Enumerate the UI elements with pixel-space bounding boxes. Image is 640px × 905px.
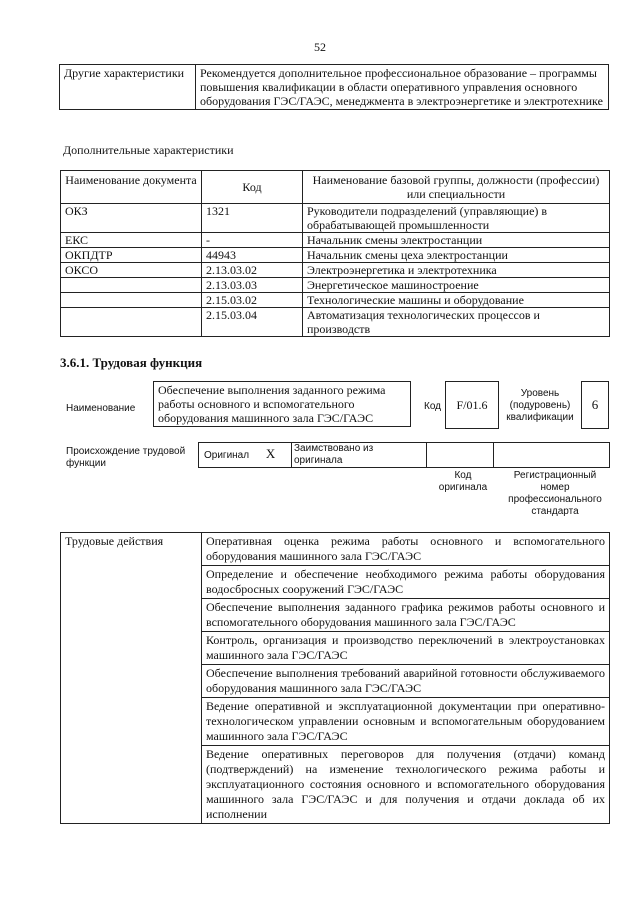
additional-row: [61, 278, 610, 293]
labor-action-item: Обеспечение выполнения требований аварийной готовности обслуживаемого оборудования машинного зала ГЭС/ГАЭС: [202, 665, 610, 698]
additional-cell-name: Энергетическое машиностроение: [303, 278, 610, 293]
additional-characteristics-table: [60, 170, 610, 337]
additional-cell-name: Начальник смены электростанции: [303, 233, 610, 248]
additional-cell-name: Технологические машины и оборудование: [303, 293, 610, 308]
labor-action-item: Ведение оперативной и эксплуатационной документации при оперативно-технологическом управлении основным и вспомогательным оборудованием машинного зала ГЭС/ГАЭС: [202, 698, 610, 746]
additional-cell-code: -: [202, 233, 303, 248]
labor-action-item: Определение и обеспечение необходимого режима работы оборудования водосбросных сооружений ГЭС/ГАЭС: [202, 566, 610, 599]
header-name: Наименование базовой группы, должности (профессии) или специальности: [303, 171, 610, 204]
additional-cell-doc: ОКСО: [61, 263, 202, 278]
origin-code-caption: Код оригинала: [438, 470, 488, 493]
page-number: 52: [314, 40, 326, 54]
origin-original-cell: [199, 443, 292, 468]
origin-label: Происхождение трудовой функции: [66, 446, 186, 469]
additional-cell-doc: ОКПДТР: [61, 248, 202, 263]
additional-cell-name: Электроэнергетика и электротехника: [303, 263, 610, 278]
additional-cell-doc: ОКЗ: [61, 204, 202, 233]
additional-cell-name: Руководители подразделений (управляющие) в обрабатывающей промышленности: [303, 204, 610, 233]
additional-row: [61, 233, 610, 248]
other-characteristics-text: Рекомендуется дополнительное профессиональное образование – программы повышения квалификации в области оперативного управления основного оборудования ГЭС/ГАЭС, менеджмента в электроэнергетике и электротехнике: [196, 65, 609, 110]
other-characteristics-table: [59, 64, 609, 110]
labor-action-row: [61, 533, 610, 566]
qualification-level-label: Уровень (подуровень) квалификации: [506, 388, 574, 423]
labor-action-item: Ведение оперативных переговоров для получения (отдачи) команд (подтверждений) на изменение технологического режима работы и эксплуатационного состояния основного и вспомогательного оборудования машинного зала ГЭС/ГАЭС и для получения и отдачи доклада об их исполнении: [202, 746, 610, 824]
function-code-value: F/01.6: [445, 381, 499, 429]
function-code-label: Код: [424, 401, 442, 412]
additional-row: [61, 204, 610, 233]
additional-characteristics-title: Дополнительные характеристики: [63, 143, 234, 157]
other-characteristics-label: Другие характеристики: [60, 65, 196, 110]
function-name-label: Наименование: [66, 403, 136, 414]
section-title: 3.6.1. Трудовая функция: [60, 355, 203, 370]
labor-actions-label: Трудовые действия: [61, 533, 202, 824]
labor-action-item: Контроль, организация и производство переключений в электроустановках машинного зала ГЭС/ГАЭС: [202, 632, 610, 665]
header-code: Код: [202, 171, 303, 204]
additional-row: [61, 293, 610, 308]
additional-cell-doc: [61, 293, 202, 308]
additional-cell-name: Автоматизация технологических процессов и производств: [303, 308, 610, 337]
additional-cell-code: 2.13.03.03: [202, 278, 303, 293]
additional-cell-doc: ЕКС: [61, 233, 202, 248]
additional-cell-code: 2.15.03.04: [202, 308, 303, 337]
additional-cell-doc: [61, 278, 202, 293]
qualification-level-value: 6: [581, 381, 609, 429]
additional-cell-name: Начальник смены цеха электростанции: [303, 248, 610, 263]
additional-cell-code: 44943: [202, 248, 303, 263]
additional-row: [61, 248, 610, 263]
header-document: Наименование документа: [61, 171, 202, 204]
additional-row: [61, 263, 610, 278]
origin-reg-caption: Регистрационный номер профессионального стандарта: [508, 470, 602, 517]
origin-borrowed-label: Заимствовано из оригинала: [292, 443, 427, 468]
labor-actions-table: [60, 532, 610, 824]
additional-cell-code: 1321: [202, 204, 303, 233]
additional-row: [61, 308, 610, 337]
origin-original-label: Оригинал: [204, 450, 250, 461]
additional-cell-doc: [61, 308, 202, 337]
function-name-value: Обеспечение выполнения заданного режима работы основного и вспомогательного оборудования машинного зала ГЭС/ГАЭС: [153, 381, 411, 427]
labor-action-item: Обеспечение выполнения заданного графика режимов работы основного и вспомогательного оборудования машинного зала ГЭС/ГАЭС: [202, 599, 610, 632]
additional-cell-code: 2.13.03.02: [202, 263, 303, 278]
origin-original-mark: X: [265, 446, 276, 461]
labor-action-item: Оперативная оценка режима работы основного и вспомогательного оборудования машинного зала ГЭС/ГАЭС: [202, 533, 610, 566]
origin-table: [198, 442, 610, 468]
origin-reg-cell: [494, 443, 610, 468]
additional-cell-code: 2.15.03.02: [202, 293, 303, 308]
origin-code-cell: [427, 443, 494, 468]
